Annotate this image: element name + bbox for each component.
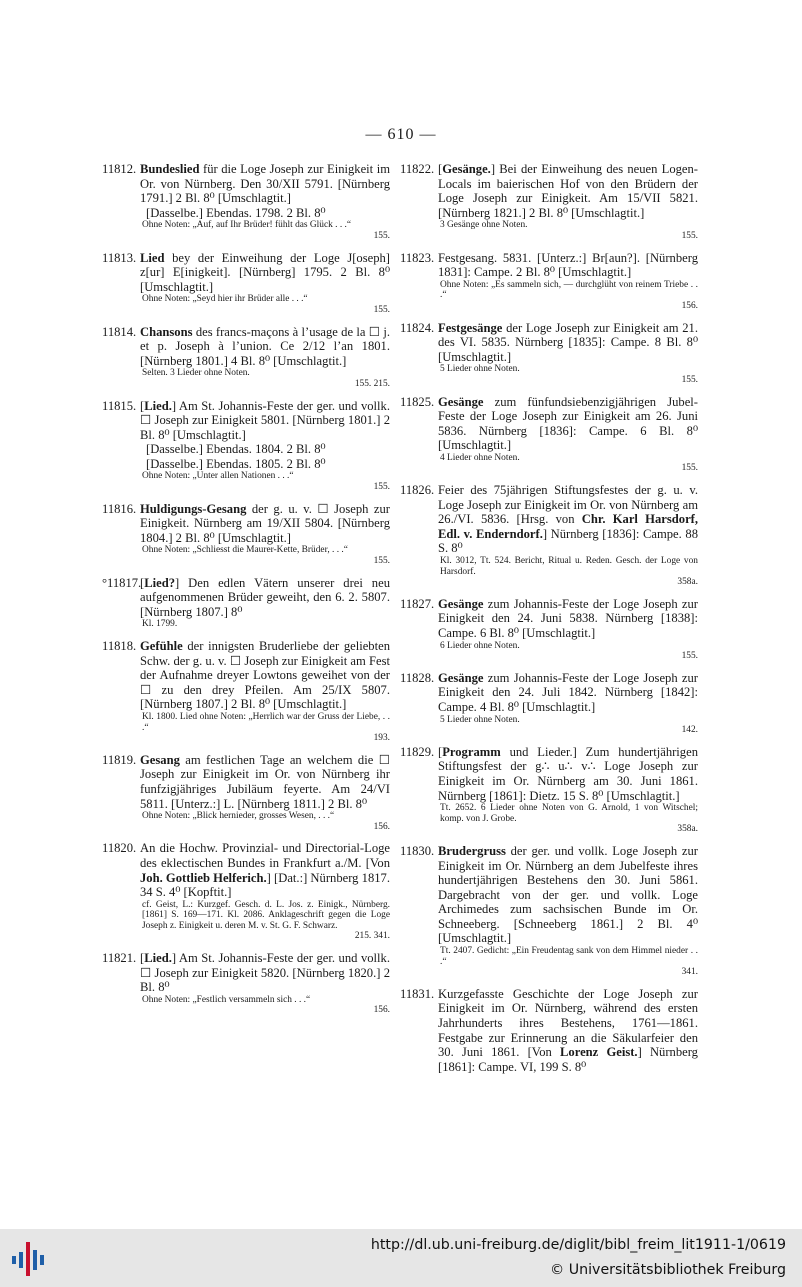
entry-page-ref: 142.	[681, 725, 698, 736]
entry-text: An die Hochw. Provinzial- und Directorial-Loge des eklectischen Bundes in Frankfurt a./M. [Von Joh. Gottlieb Helferich.] [Dat.:] Nürnberg 1817. 34 S. 4⁰ [Kopftit.]	[140, 841, 390, 900]
entry-page-ref: 155.	[373, 304, 390, 315]
entry-text: Lied bey der Einweihung der Loge J[oseph] z[ur] E[inigkeit]. [Nürnberg] 1795. 2 Bl. 8⁰ [Umschlagtit.]	[140, 250, 390, 294]
entry-note: Ohne Noten: „Blick hernieder, grosses Wesen, . . .“	[142, 811, 335, 822]
catalog-entry	[102, 399, 390, 493]
source-url[interactable]: http://dl.ub.uni-freiburg.de/diglit/bibl_freim_lit1911-1/0619	[370, 1237, 786, 1253]
entry-note: 4 Lieder ohne Noten.	[440, 452, 520, 463]
catalog-entry	[400, 987, 698, 1075]
page-number: — 610 —	[365, 126, 437, 143]
catalog-entry	[400, 745, 698, 835]
entry-note: Ohne Noten: „Auf, auf Ihr Brüder! fühlt das Glück . . .“	[142, 220, 352, 231]
entry-text: Gesänge zum Johannis-Feste der Loge Joseph zur Einigkeit den 24. Juli 1842. Nürnberg [1842]: Campe. 4 Bl. 8⁰ [Umschlagtit.]	[438, 670, 698, 714]
entry-variant: [Dasselbe.] Ebendas. 1805. 2 Bl. 8⁰	[146, 456, 326, 471]
entry-text: Festgesang. 5831. [Unterz.:] Br[aun?]. [Nürnberg 1831]: Campe. 2 Bl. 8⁰ [Umschlagtit.]	[438, 250, 698, 280]
entry-page-ref: 341.	[681, 967, 698, 978]
entry-text: Festgesänge der Loge Joseph zur Einigkeit am 21. des VI. 5835. Nürnberg [1835]: Campe. 8 Bl. 8⁰ [Umschlagtit.]	[438, 320, 698, 364]
entry-number: 11821.	[102, 951, 137, 966]
entry-note: 5 Lieder ohne Noten.	[440, 714, 520, 725]
catalog-entry	[102, 841, 390, 942]
catalog-entry	[102, 753, 390, 833]
catalog-entry	[400, 162, 698, 242]
entry-note: Ohne Noten: „Es sammeln sich, — durchglüht von reinem Triebe . . .“	[440, 279, 698, 301]
entry-number: 11825.	[400, 394, 435, 409]
entry-variant: [Dasselbe.] Ebendas. 1804. 2 Bl. 8⁰	[146, 442, 326, 457]
entry-note: Kl. 1800. Lied ohne Noten: „Herrlich war der Gruss der Liebe, . . .“	[142, 711, 390, 733]
entry-note: Tt. 2652. 6 Lieder ohne Noten von G. Arnold, 1 von Witschel; komp. von J. Grobe.	[440, 803, 698, 824]
catalog-entry	[102, 502, 390, 567]
entry-variant: [Dasselbe.] Ebendas. 1798. 2 Bl. 8⁰	[146, 205, 326, 220]
entry-page-ref: 358a.	[677, 824, 698, 835]
entry-page-ref: 155. 215.	[354, 378, 390, 389]
entry-page-ref: 155.	[681, 230, 698, 241]
entry-number: 11815.	[102, 398, 137, 413]
entry-note: 5 Lieder ohne Noten.	[440, 364, 520, 375]
entry-number: 11812.	[102, 162, 137, 176]
catalog-entry	[400, 321, 698, 386]
catalog-entry	[102, 251, 390, 316]
entry-text: Brudergruss der ger. und vollk. Loge Joseph zur Einigkeit im Or. Nürnberg an dem Jubelfeste ihres hundertjährigen Bestehens den 30. Juni 5861. Dargebracht von der ger. und vollk. Loge Archimedes zum sachsischen Bunde im Or. Schneeberg. [Schneeberg 1861.] 2 Bl. 4⁰ [Umschlagtit.]	[438, 843, 698, 946]
entry-text: [Lied?] Den edlen Vätern unserer drei neu aufgenommenen Brüder geweiht, den 6. 2. 5807. [Nürnberg 1807.] 8⁰	[140, 575, 390, 619]
entry-page-ref: 215. 341.	[354, 931, 390, 942]
catalog-entry	[102, 325, 390, 390]
entry-number: 11827.	[400, 596, 435, 611]
right-column	[400, 162, 698, 1083]
entry-text: Gefühle der innigsten Bruderliebe der geliebten Schw. der g. u. v. ☐ Joseph zur Einigkeit am Fest der Aufnahme dreyer Lowtons geweihet von der ☐ zu den drey Pfeilen. Am 25/IX 5807. [Nürnberg 1807.] 2 Bl. 8⁰ [Umschlagtit.]	[140, 639, 390, 712]
entry-number: 11822.	[400, 162, 435, 176]
entry-note: Ohne Noten: „Schliesst die Maurer-Kette, Brüder, . . .“	[142, 545, 348, 556]
entry-page-ref: 156.	[681, 300, 698, 311]
catalog-entry	[102, 576, 390, 630]
footer-bar	[0, 1229, 802, 1287]
entry-page-ref: 358a.	[677, 577, 698, 588]
catalog-entry	[102, 951, 390, 1016]
entry-note: Ohne Noten: „Seyd hier ihr Brüder alle . . .“	[142, 294, 308, 305]
entry-note: 3 Gesänge ohne Noten.	[440, 220, 528, 231]
entry-page-ref: 155.	[681, 651, 698, 662]
entry-page-ref: 155.	[373, 230, 390, 241]
entry-number: 11831.	[400, 986, 435, 1001]
entry-number: 11820.	[102, 841, 137, 856]
entry-page-ref: 156.	[373, 821, 390, 832]
entry-text: Chansons des francs-maçons à l’usage de la ☐ j. et p. Joseph à l’union. Ce 2/12 l’an 1801. [Nürnberg 1801.] 4 Bl. 8⁰ [Umschlagtit.]	[140, 324, 390, 368]
entry-page-ref: 156.	[373, 1005, 390, 1016]
entry-number: 11814.	[102, 324, 137, 339]
entry-note: cf. Geist, L.: Kurzgef. Gesch. d. L. Jos. z. Einigk., Nürnberg. [1861] S. 169—171. Kl. 2086. Anklageschrift gegen die Loge Joseph z. Einigkeit u. deren M. v. St. G. F. Schwarz.	[142, 899, 390, 931]
entry-note: Ohne Noten: „Unter allen Nationen . . .“	[142, 471, 294, 482]
copyright-text: © Universitätsbibliothek Freiburg	[550, 1262, 786, 1278]
entry-page-ref: 155.	[681, 374, 698, 385]
entry-number: 11828.	[400, 670, 435, 685]
entry-note: Selten. 3 Lieder ohne Noten.	[142, 368, 250, 379]
entry-text: [Lied.] Am St. Johannis-Feste der ger. und vollk. ☐ Joseph zur Einigkeit 5801. [Nürnberg 1801.] 2 Bl. 8⁰ [Umschlagtit.]	[140, 398, 390, 442]
entry-note: Tt. 2407. Gedicht: „Ein Freudentag sank von dem Himmel nieder . . .“	[440, 946, 698, 967]
entry-page-ref: 155.	[373, 556, 390, 567]
entry-page-ref: 155.	[681, 463, 698, 474]
entry-number: 11830.	[400, 843, 435, 858]
catalog-entry	[102, 639, 390, 744]
entry-text: Gesänge zum Johannis-Feste der Loge Joseph zur Einigkeit den 24. Juni 5838. Nürnberg [1838]: Campe. 6 Bl. 8⁰ [Umschlagtit.]	[438, 596, 698, 640]
catalog-entry	[102, 162, 390, 242]
catalog-entry	[400, 395, 698, 475]
entry-number: 11816.	[102, 501, 137, 516]
catalog-entry	[400, 483, 698, 588]
catalog-entry	[400, 844, 698, 978]
library-logo-icon[interactable]	[10, 1240, 48, 1278]
entry-text: [Gesänge.] Bei der Einweihung des neuen Logen-Locals im baierischen Hof von den Brüdern der Loge Joseph zur Einigkeit. Am 15/VII 5821. [Nürnberg 1821.] 2 Bl. 8⁰ [Umschlagtit.]	[438, 162, 698, 220]
entry-text: Gesang am festlichen Tage an welchem die ☐ Joseph zur Einigkeit im Or. von Nürnberg ihr funfzigjähriges Jubiläum feyerte. Am 24/VI 5811. [Unterz.:] L. [Nürnberg 1811.] 2 Bl. 8⁰	[140, 752, 390, 811]
left-column	[102, 162, 390, 1025]
entry-number: 11826.	[400, 483, 435, 498]
entry-number: 11819.	[102, 752, 137, 767]
entry-page-ref: 155.	[373, 482, 390, 493]
entry-page-ref: 193.	[373, 733, 390, 744]
entry-note: Kl. 3012, Tt. 524. Bericht, Ritual u. Reden. Gesch. der Loge von Harsdorf.	[440, 556, 698, 577]
entry-note: 6 Lieder ohne Noten.	[440, 640, 520, 651]
entry-number: 11818.	[102, 639, 137, 653]
entry-number: 11824.	[400, 320, 435, 335]
entry-text: Kurzgefasste Geschichte der Loge Joseph zur Einigkeit im Or. Nürnberg, während des ersten Jahrhunderts ihres Bestehens, 1761—1861. Festgabe zur Erinnerung an die Säkularfeier den 30. Juni 1861. [Von Lorenz Geist.] Nürnberg [1861]: Campe. VI, 199 S. 8⁰	[438, 986, 698, 1074]
entry-text: Huldigungs-Gesang der g. u. v. ☐ Joseph zur Einigkeit. Nürnberg am 19/XII 5804. [Nürnberg 1804.] 2 Bl. 8⁰ [Umschlagtit.]	[140, 501, 390, 545]
entry-note: Kl. 1799.	[142, 619, 178, 630]
entry-number: 11823.	[400, 250, 435, 265]
catalog-entry	[400, 597, 698, 662]
entry-text: Feier des 75jährigen Stiftungsfestes der g. u. v. Loge Joseph zur Einigkeit im Or. von Nürnberg am 26./VI. 5836. [Hrsg. von Chr. Karl Harsdorf, Edl. v. Enderndorf.] Nürnberg [1836]: Campe. 88 S. 8⁰	[438, 483, 699, 556]
entry-number: 11829.	[400, 744, 435, 759]
catalog-entry	[400, 251, 698, 312]
entry-text: [Lied.] Am St. Johannis-Feste der ger. und vollk. ☐ Joseph zur Einigkeit 5820. [Nürnberg 1820.] 2 Bl. 8⁰	[140, 951, 390, 995]
entry-text: [Programm und Lieder.] Zum hundertjährigen Stiftungsfest der g∴ u∴ v∴ Loge Joseph zur Einigkeit im Or. Nürnberg am 30. Juni 1861. Nürnberg [1861]: Dietz. 15 S. 8⁰ [Umschlagtit.]	[438, 744, 698, 803]
entry-note: Ohne Noten: „Festlich versammeln sich . . .“	[142, 994, 311, 1005]
entry-number: °11817.	[102, 575, 142, 590]
catalog-entry	[400, 671, 698, 736]
entry-text: Bundeslied für die Loge Joseph zur Einigkeit im Or. von Nürnberg. Den 30/XII 5791. [Nürnberg 1791.] 2 Bl. 8⁰ [Umschlagtit.]	[140, 162, 390, 206]
entry-number: 11813.	[102, 250, 137, 265]
entry-text: Gesänge zum fünfundsiebenzigjährigen Jubel-Feste der Loge Joseph zur Einigkeit am 26. Juni 5836. Nürnberg [1836]: Campe. 6 Bl. 8⁰ [Umschlagtit.]	[438, 394, 698, 453]
